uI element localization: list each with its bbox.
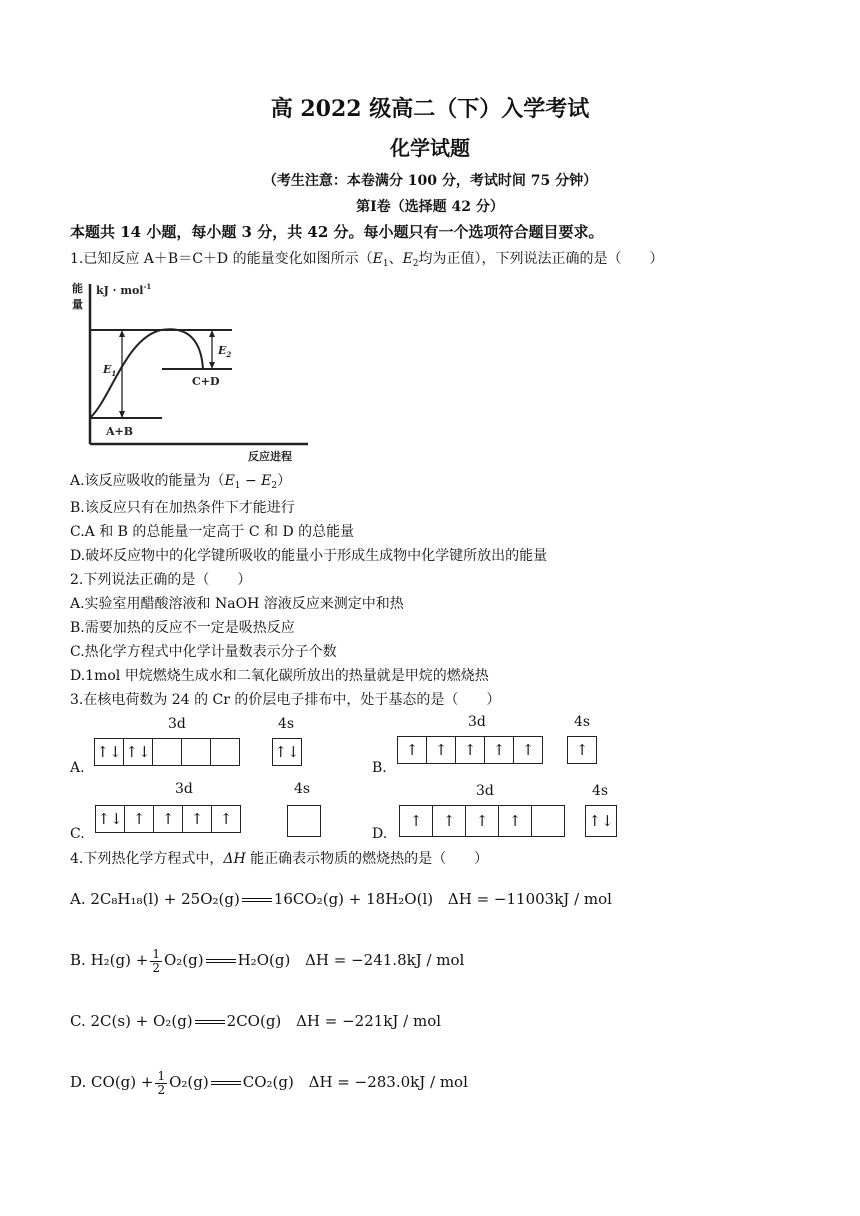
orbital-box bbox=[181, 738, 211, 766]
orbital-box: ↑↓ bbox=[94, 738, 124, 766]
q4-stem bbox=[70, 850, 488, 868]
orbital-box: ↑ bbox=[567, 736, 597, 764]
reactants-label: A+B bbox=[106, 425, 134, 438]
orbital-box: ↑ bbox=[484, 736, 514, 764]
exam-subtitle: 化学试题 bbox=[390, 136, 470, 160]
q1-option-d: D.破坏反应物中的化学键所吸收的能量小于形成生成物中化学键所放出的能量 bbox=[70, 548, 548, 564]
fraction-num: 1 bbox=[157, 1068, 166, 1083]
orbital-box: ↑↓ bbox=[272, 738, 302, 766]
q2-option-c: C.热化学方程式中化学计量数表示分子个数 bbox=[70, 644, 337, 660]
orbital-box: ↑ bbox=[397, 736, 427, 764]
y-axis-unit: kJ · mol$^{-1}$ bbox=[96, 282, 152, 297]
fraction bbox=[155, 1070, 167, 1097]
q4-stem-part1: 4.下列热化学方程式中， bbox=[70, 851, 224, 867]
q1-opt-a-e1: E bbox=[224, 473, 235, 489]
q3-d-label-3d: 3d bbox=[476, 783, 494, 799]
y-axis-label-2: 量 bbox=[72, 298, 83, 311]
e1-label: $E_1$ bbox=[103, 363, 117, 378]
q1-opt-a-close: ） bbox=[277, 473, 292, 489]
fraction-den: 2 bbox=[152, 960, 160, 975]
q1-option-b: B.该反应只有在加热条件下才能进行 bbox=[70, 500, 295, 516]
q3-c-label-3d: 3d bbox=[175, 781, 193, 797]
q3-option-a-label: A. bbox=[70, 760, 85, 776]
q4-option-c bbox=[70, 1012, 441, 1030]
q3-a-4s-box bbox=[273, 738, 302, 766]
q1-opt-a-e2-sub: 2 bbox=[271, 481, 278, 491]
q4-b-lhs2: O₂(g) bbox=[163, 951, 204, 969]
q3-b-4s-box bbox=[568, 736, 597, 764]
fraction bbox=[150, 948, 162, 975]
e1-arrow-head-bottom bbox=[119, 411, 125, 418]
fraction-den: 2 bbox=[157, 1082, 166, 1097]
q4-a-dh: ΔH = −11003kJ / mol bbox=[447, 890, 612, 908]
q3-a-3d-boxes bbox=[95, 738, 240, 766]
q4-d-lhs2: O₂(g) bbox=[169, 1073, 209, 1091]
q4-d-dh: ΔH = −283.0kJ / mol bbox=[308, 1073, 468, 1091]
equals-sign bbox=[242, 898, 272, 902]
q3-option-b-label: B. bbox=[372, 760, 387, 776]
products-label: C+D bbox=[192, 375, 220, 388]
exam-notice: （考生注意：本卷满分 100 分，考试时间 75 分钟） bbox=[262, 173, 598, 189]
q3-b-3d-boxes bbox=[398, 736, 543, 764]
q4-delta-h: ΔH bbox=[223, 851, 246, 867]
q3-c-label-4s: 4s bbox=[294, 781, 311, 797]
fraction-num: 1 bbox=[152, 946, 160, 961]
q4-b-lhs1: H₂(g) + bbox=[90, 951, 149, 969]
orbital-box: ↑ bbox=[399, 805, 433, 837]
q4-a-lhs: 2C₈H₁₈(l) + 25O₂(g) bbox=[90, 890, 240, 908]
equals-sign bbox=[206, 959, 236, 963]
y-axis-label-1: 能 bbox=[72, 282, 83, 295]
q4-b-label: B. bbox=[70, 951, 86, 969]
q1-e1: E bbox=[372, 251, 383, 267]
q3-c-4s-box bbox=[288, 805, 321, 837]
x-axis-label: 反应进程 bbox=[248, 450, 292, 463]
q4-option-d bbox=[70, 1066, 468, 1098]
q1-e2: E bbox=[402, 251, 413, 267]
orbital-box: ↑ bbox=[513, 736, 543, 764]
q3-d-3d-boxes bbox=[400, 805, 565, 837]
q4-stem-part2: 能正确表示物质的燃烧热的是（ ） bbox=[245, 851, 489, 867]
q3-b-label-3d: 3d bbox=[468, 714, 486, 730]
q2-option-d: D.1mol 甲烷燃烧生成水和二氧化碳所放出的热量就是甲烷的燃烧热 bbox=[70, 668, 489, 684]
orbital-box: ↑ bbox=[455, 736, 485, 764]
orbital-box: ↑ bbox=[182, 805, 212, 833]
q3-option-d-label: D. bbox=[372, 826, 388, 842]
q4-option-b bbox=[70, 944, 464, 976]
orbital-box bbox=[210, 738, 240, 766]
q1-option-c: C.A 和 B 的总能量一定高于 C 和 D 的总能量 bbox=[70, 524, 355, 540]
q1-e2-sub: 2 bbox=[412, 259, 419, 269]
orbital-box: ↑ bbox=[153, 805, 183, 833]
orbital-box: ↑↓ bbox=[95, 805, 125, 833]
section-heading: 第Ⅰ卷（选择题 42 分） bbox=[356, 199, 504, 215]
q1-stem-part1: 1.已知反应 A＋B＝C＋D 的能量变化如图所示（ bbox=[70, 251, 373, 267]
q3-d-4s-box bbox=[586, 805, 617, 837]
equals-sign bbox=[195, 1020, 225, 1024]
q1-option-a bbox=[70, 472, 291, 495]
q1-opt-a-text: A.该反应吸收的能量为（ bbox=[70, 473, 225, 489]
energy-diagram bbox=[66, 278, 316, 468]
q3-a-label-3d: 3d bbox=[168, 716, 186, 732]
q1-sep: 、 bbox=[388, 251, 403, 267]
e2-label: $E_2$ bbox=[218, 344, 232, 359]
q4-c-rhs: 2CO(g) bbox=[226, 1012, 282, 1030]
q2-option-a: A.实验室用醋酸溶液和 NaOH 溶液反应来测定中和热 bbox=[70, 596, 404, 612]
q4-a-label: A. bbox=[70, 890, 86, 908]
q4-option-a bbox=[70, 890, 612, 908]
orbital-box: ↑↓ bbox=[123, 738, 153, 766]
q4-d-lhs1: CO(g) + bbox=[91, 1073, 154, 1091]
orbital-box: ↑ bbox=[465, 805, 499, 837]
q1-opt-a-e2: − E bbox=[240, 473, 272, 489]
orbital-box bbox=[287, 805, 321, 837]
q4-b-dh: ΔH = −241.8kJ / mol bbox=[305, 951, 465, 969]
q1-stem-part2: 均为正值），下列说法正确的是（ ） bbox=[418, 251, 664, 267]
q3-stem: 3.在核电荷数为 24 的 Cr 的价层电子排布中，处于基态的是（ ） bbox=[70, 692, 501, 708]
e2-arrow-head-bottom bbox=[209, 362, 215, 369]
q4-c-dh: ΔH = −221kJ / mol bbox=[296, 1012, 442, 1030]
orbital-box: ↑ bbox=[211, 805, 241, 833]
orbital-box: ↑↓ bbox=[585, 805, 617, 837]
q4-c-label: C. bbox=[70, 1012, 86, 1030]
orbital-box: ↑ bbox=[432, 805, 466, 837]
orbital-box bbox=[152, 738, 182, 766]
q3-option-c-label: C. bbox=[70, 826, 85, 842]
q3-c-3d-boxes bbox=[96, 805, 241, 833]
q3-d-label-4s: 4s bbox=[592, 783, 609, 799]
q1-stem bbox=[70, 250, 664, 273]
orbital-box: ↑ bbox=[426, 736, 456, 764]
exam-title: 高 2022 级高二（下）入学考试 bbox=[270, 96, 590, 122]
q1-e1-sub: 1 bbox=[382, 259, 389, 269]
q4-c-lhs: 2C(s) + O₂(g) bbox=[90, 1012, 193, 1030]
equals-sign bbox=[211, 1081, 241, 1085]
q2-option-b: B.需要加热的反应不一定是吸热反应 bbox=[70, 620, 295, 636]
q4-d-label: D. bbox=[70, 1073, 87, 1091]
instructions: 本题共 14 小题，每小题 3 分，共 42 分。每小题只有一个选项符合题目要求。 bbox=[70, 223, 604, 241]
e1-arrow-head-top bbox=[119, 330, 125, 337]
q4-d-rhs: CO₂(g) bbox=[242, 1073, 294, 1091]
orbital-box bbox=[531, 805, 565, 837]
q4-b-rhs: H₂O(g) bbox=[237, 951, 291, 969]
orbital-box: ↑ bbox=[124, 805, 154, 833]
q4-a-rhs: 16CO₂(g) + 18H₂O(l) bbox=[273, 890, 434, 908]
orbital-box: ↑ bbox=[498, 805, 532, 837]
e2-arrow-head-top bbox=[209, 330, 215, 337]
q2-stem: 2.下列说法正确的是（ ） bbox=[70, 572, 252, 588]
q3-b-label-4s: 4s bbox=[574, 714, 591, 730]
q3-a-label-4s: 4s bbox=[278, 716, 295, 732]
q1-opt-a-e1-sub: 1 bbox=[234, 481, 241, 491]
